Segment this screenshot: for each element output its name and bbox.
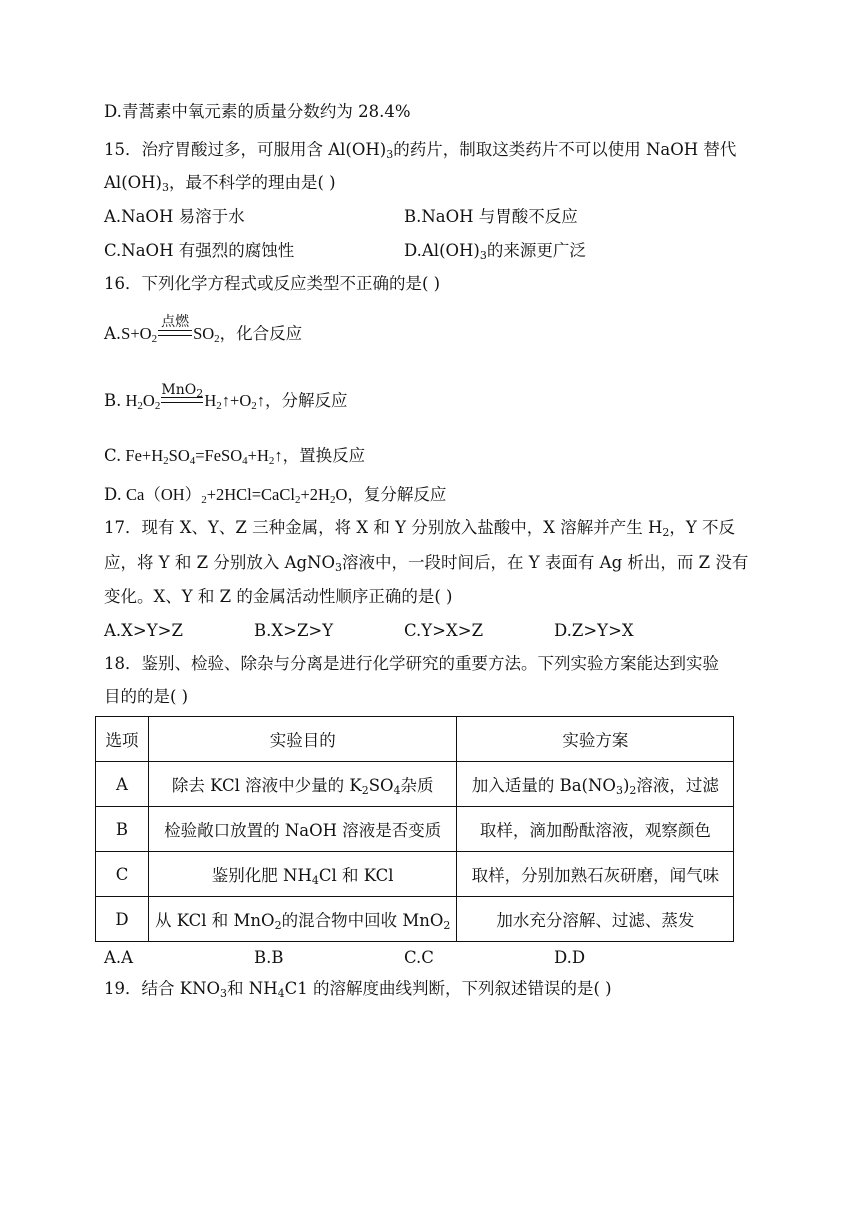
q19-part1: 19．结合 KNO xyxy=(104,979,221,998)
q18-option-d: D.D xyxy=(554,948,586,967)
q16-option-a: $A.S+O_2$ 点燃 $SO_2$，化合反应 xyxy=(104,320,302,344)
q18-stem-line2: 目的的是( ) xyxy=(104,687,189,706)
purpose-text-c1: 鉴别化肥 NH xyxy=(211,866,312,885)
row-option: B xyxy=(96,807,149,852)
q15-option-c: C.NaOH 有强烈的腐蚀性 xyxy=(104,241,295,260)
q15-option-a: A.NaOH 易溶于水 xyxy=(104,207,245,226)
row-plan: 加入适量的 $Ba(NO_3)_2$溶液，过滤 xyxy=(457,762,734,807)
purpose-text-a1: 除去 KCl 溶液中少量的 K xyxy=(171,776,362,795)
row-plan: 取样，分别加熟石灰研磨，闻气味 xyxy=(457,852,734,897)
purpose-text-c2: Cl 和 KCl xyxy=(318,866,394,885)
reaction-condition-a xyxy=(158,314,192,343)
q16-d-type: ，复分解反应 xyxy=(347,485,447,504)
purpose-text-a2: SO xyxy=(368,776,394,795)
q18-option-b: B.B xyxy=(254,948,284,967)
table-row xyxy=(96,762,734,807)
purpose-text-d1: 从 KCl 和 MnO xyxy=(155,911,275,930)
q16-option-c: C. $Fe+H_2SO_4=FeSO_4+H_2↑$，置换反应 xyxy=(104,446,366,467)
plan-text-a1: 加入适量的 Ba(NO xyxy=(471,776,616,795)
plan-text-a2: ) xyxy=(622,776,630,795)
q15-stem-part4: ，最不科学的理由是( ) xyxy=(168,173,336,192)
row-purpose: 检验敞口放置的 NaOH 溶液是否变质 xyxy=(149,807,457,852)
q15-sub: 3 xyxy=(386,148,394,161)
q16-a-type: ，化合反应 xyxy=(219,324,303,343)
q15-stem-part3: Al(OH) xyxy=(104,173,162,192)
q16-option-b: B. $H_2O_2$ MnO$_2$ $H_2↑+O_2↑$，分解反应 xyxy=(104,382,348,412)
q15-stem-part2: 的药片，制取这类药片不可以使用 NaOH 替代 xyxy=(393,140,737,159)
table-row xyxy=(96,897,734,942)
q16-b-type: ，分解反应 xyxy=(265,391,348,410)
table-row xyxy=(96,807,734,852)
q17-part3: 应，将 Y 和 Z 分别放入 AgNO xyxy=(104,553,336,572)
q15-stem-line1 xyxy=(104,138,736,162)
q18-option-c: C.C xyxy=(404,948,434,967)
q15-stem-part1: 15．治疗胃酸过多，可服用含 Al(OH) xyxy=(104,140,387,159)
row-purpose: 除去 KCl 溶液中少量的 $K_2SO_4$杂质 xyxy=(149,762,457,807)
q19-stem: 19．结合 $KNO_3$和 $NH_4C1$ 的溶解度曲线判断，下列叙述错误的是( ) xyxy=(104,979,612,1000)
q17-option-b: B.X>Z>Y xyxy=(254,621,334,640)
row-option: A xyxy=(96,762,149,807)
row-plan: 取样，滴加酚酞溶液，观察颜色 xyxy=(457,807,734,852)
row-purpose: 鉴别化肥 $NH_4Cl$ 和 KCl xyxy=(149,852,457,897)
q16-b-label: B. xyxy=(104,391,122,410)
row-purpose: 从 KCl 和 MnO$_2$的混合物中回收 MnO$_2$ xyxy=(149,897,457,942)
q16-c-label: C. xyxy=(104,446,122,465)
q14-option-d: D.青蒿素中氧元素的质量分数约为 28.4% xyxy=(104,102,411,121)
q17-stem-line3: 变化。X、Y 和 Z 的金属活动性顺序正确的是( ) xyxy=(104,587,453,606)
q18-option-a: A.A xyxy=(104,948,134,967)
q17-stem-line2: 应，将 Y 和 Z 分别放入 AgNO$_3$溶液中，一段时间后，在 Y 表面有 Ag 析出，而 Z 没有 xyxy=(104,553,749,574)
q17-option-a: A.X>Y>Z xyxy=(104,621,183,640)
q17-stem-line1: 17．现有 X、Y、Z 三种金属，将 X 和 Y 分别放入盐酸中，X 溶解并产生 $H_2$，Y 不反 xyxy=(104,518,735,539)
q19-part2: 和 NH xyxy=(227,979,278,998)
q18-stem-line1: 18．鉴别、检验、除杂与分离是进行化学研究的重要方法。下列实验方案能达到实验 xyxy=(104,654,719,673)
q16-c-type: ，置换反应 xyxy=(282,446,366,465)
table-header-row xyxy=(96,717,734,762)
condition-text-b-formula: MnO xyxy=(161,382,197,398)
q16-option-d: D. $Ca(OH)_2+2HCl=CaCl_2+2H_2O$，复分解反应 xyxy=(104,485,447,506)
q15-sub: 3 xyxy=(161,181,169,194)
header-option: 选项 xyxy=(96,717,149,762)
row-option: D xyxy=(96,897,149,942)
q15-stem-line2 xyxy=(104,171,336,195)
q17-part4: 溶液中，一段时间后，在 Y 表面有 Ag 析出，而 Z 没有 xyxy=(342,553,749,572)
purpose-text-a3: 杂质 xyxy=(400,776,434,795)
q17-option-d: D.Z>Y>X xyxy=(554,621,634,640)
q15-option-d-part1: D.Al(OH) xyxy=(404,241,480,260)
q19-part3: C1 的溶解度曲线判断，下列叙述错误的是( ) xyxy=(284,979,612,998)
q16-stem: 16．下列化学方程式或反应类型不正确的是( ) xyxy=(104,274,441,293)
header-plan: 实验方案 xyxy=(457,717,734,762)
q17-part2: ，Y 不反 xyxy=(669,518,735,537)
q15-option-d xyxy=(404,239,586,263)
row-option: C xyxy=(96,852,149,897)
q15-option-b: B.NaOH 与胃酸不反应 xyxy=(404,207,578,226)
purpose-text-d2: 的混合物中回收 MnO xyxy=(281,911,444,930)
q17-part1: 17．现有 X、Y、Z 三种金属，将 X 和 Y 分别放入盐酸中，X 溶解并产生 H xyxy=(104,518,663,537)
plan-text-a3: 溶液，过滤 xyxy=(636,776,719,795)
condition-text-a: 点燃 xyxy=(161,314,190,330)
condition-text-b: MnO$_2$ xyxy=(161,382,204,400)
header-purpose: 实验目的 xyxy=(149,717,457,762)
q15-sub: 3 xyxy=(479,249,487,262)
experiment-table xyxy=(95,716,734,942)
q15-option-d-part2: 的来源更广泛 xyxy=(486,241,586,260)
row-plan: 加水充分溶解、过滤、蒸发 xyxy=(457,897,734,942)
q17-option-c: C.Y>X>Z xyxy=(404,621,484,640)
reaction-condition-b xyxy=(161,382,204,410)
q16-d-label: D. xyxy=(104,485,122,504)
q16-a-label: A. xyxy=(104,324,122,343)
table-row xyxy=(96,852,734,897)
